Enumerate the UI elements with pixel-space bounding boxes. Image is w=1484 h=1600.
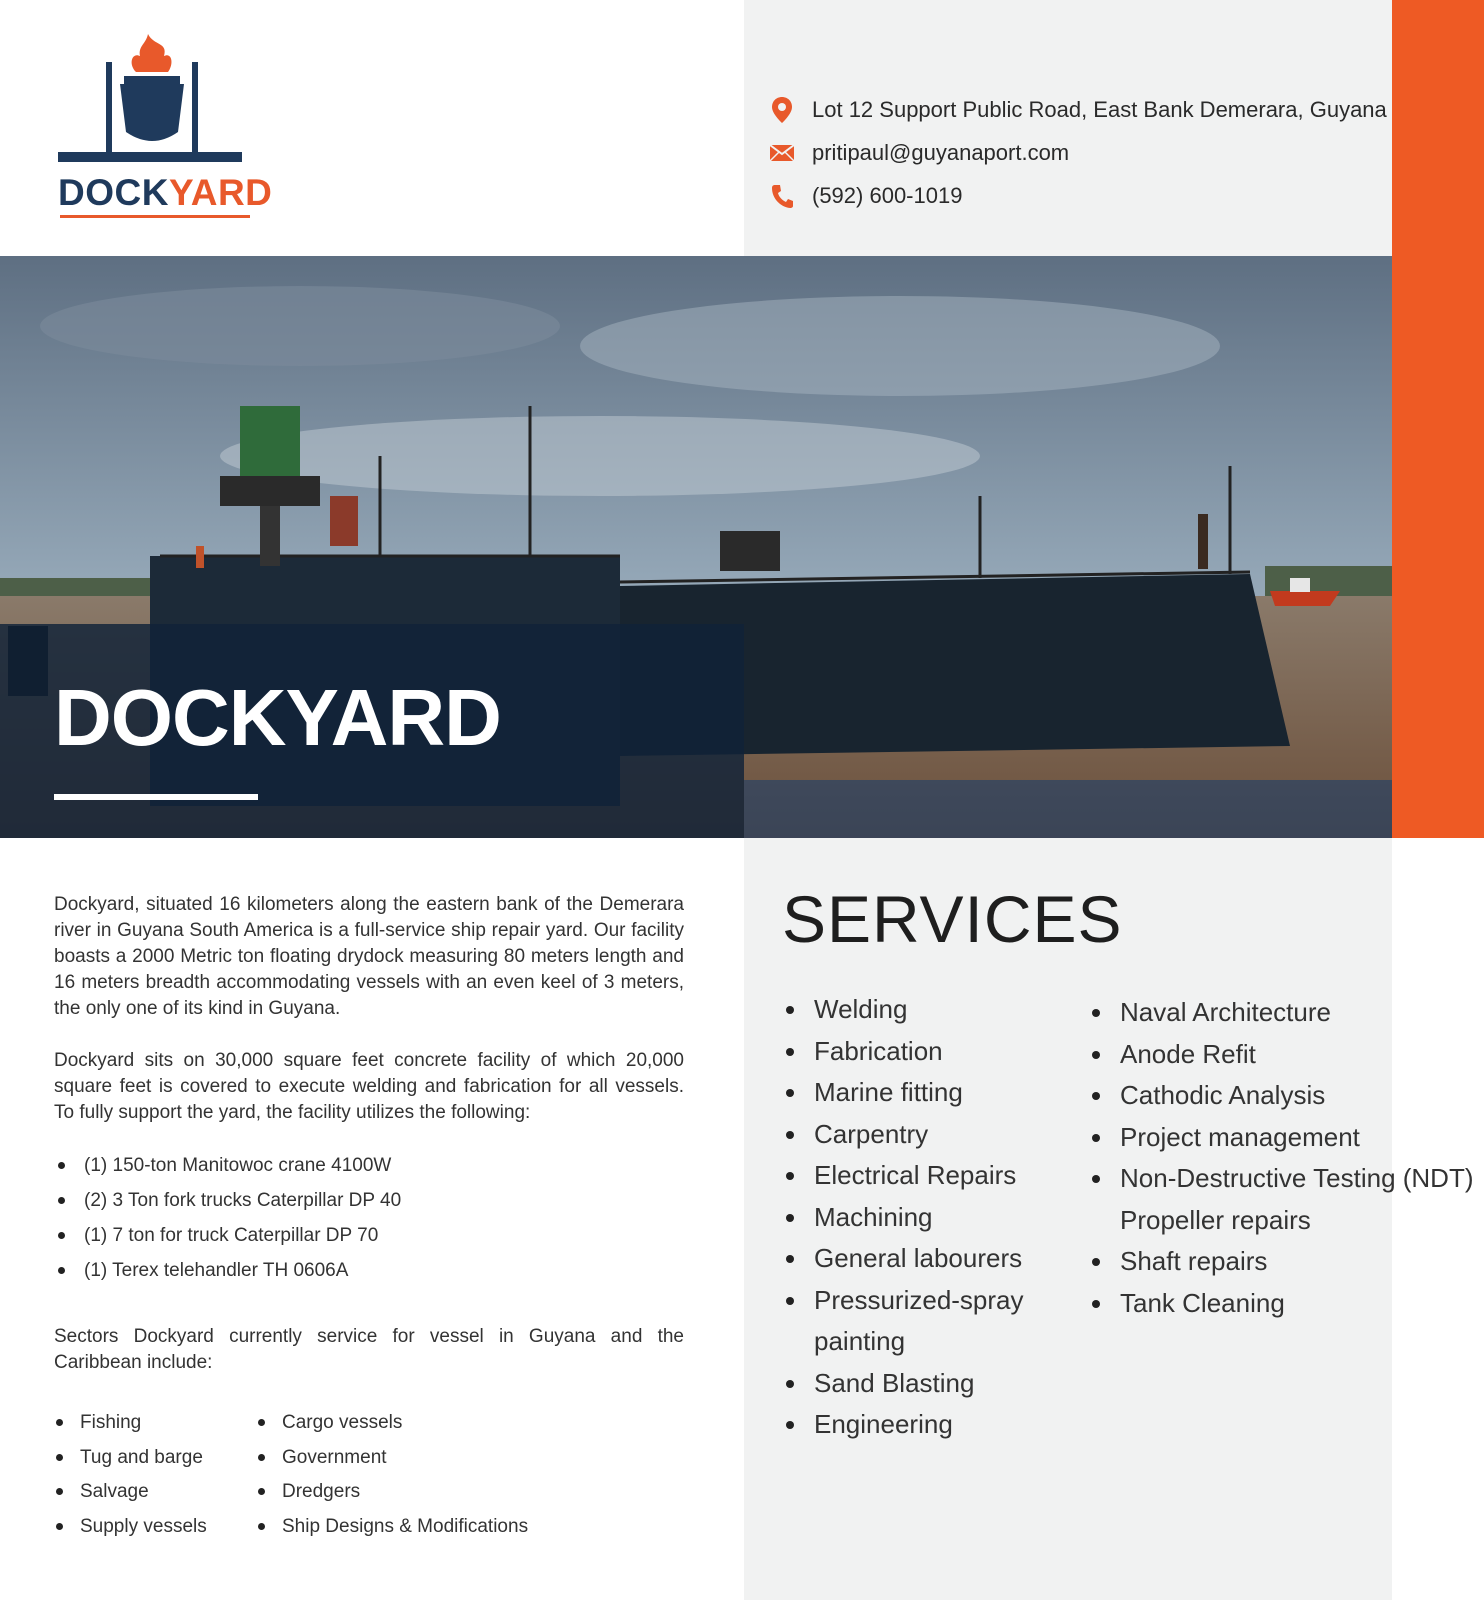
bullet-icon xyxy=(58,1232,65,1239)
bullet-icon xyxy=(786,1214,794,1222)
phone-icon xyxy=(768,182,796,210)
bullet-icon xyxy=(1092,1258,1100,1266)
hero-title-rule xyxy=(54,794,258,800)
email-icon xyxy=(768,139,796,167)
about-section xyxy=(54,892,684,1546)
list-item: Project management xyxy=(1088,1117,1474,1159)
bullet-icon xyxy=(1092,1009,1100,1017)
list-item: Shaft repairs xyxy=(1088,1241,1474,1283)
sectors-column-1 xyxy=(54,1406,207,1544)
list-item: (1) 150-ton Manitowoc crane 4100W xyxy=(54,1148,684,1183)
hero-title: DOCKYARD xyxy=(54,673,501,762)
contact-email[interactable] xyxy=(768,131,1388,174)
sectors-intro: Sectors Dockyard currently service for vessel in Guyana and the Caribbean include: xyxy=(54,1326,684,1373)
list-item: Fishing xyxy=(54,1406,207,1441)
list-item: Naval Architecture xyxy=(1088,992,1474,1034)
services-column-1 xyxy=(782,989,1024,1446)
bullet-icon xyxy=(786,1048,794,1056)
dockyard-logo xyxy=(58,32,273,222)
list-item-continuation: Propeller repairs xyxy=(1120,1204,1311,1235)
bullet-icon xyxy=(786,1006,794,1014)
email-text[interactable]: pritipaul@guyanaport.com xyxy=(812,139,1070,165)
list-item: Salvage xyxy=(54,1475,207,1510)
list-item: General labourers xyxy=(782,1238,1024,1280)
list-item: (2) 3 Ton fork trucks Caterpillar DP 40 xyxy=(54,1183,684,1218)
list-item: Welding xyxy=(782,989,1024,1031)
bullet-icon xyxy=(58,1267,65,1274)
sectors-list xyxy=(54,1406,684,1546)
bullet-icon xyxy=(1092,1051,1100,1059)
accent-bar xyxy=(1392,0,1484,838)
hero-banner xyxy=(0,256,1392,838)
bullet-icon xyxy=(56,1419,63,1426)
bullet-icon xyxy=(786,1089,794,1097)
bullet-icon xyxy=(786,1380,794,1388)
list-item: Tug and barge xyxy=(54,1441,207,1476)
bullet-icon xyxy=(786,1131,794,1139)
list-item: Tank Cleaning xyxy=(1088,1283,1474,1325)
bullet-icon xyxy=(1092,1134,1100,1142)
list-item: (1) 7 ton for truck Caterpillar DP 70 xyxy=(54,1218,684,1253)
equipment-list xyxy=(54,1148,684,1288)
bullet-icon xyxy=(1092,1092,1100,1100)
bullet-icon xyxy=(786,1297,794,1305)
bullet-icon xyxy=(56,1454,63,1461)
list-item: Machining xyxy=(782,1197,1024,1239)
bullet-icon xyxy=(258,1523,265,1530)
bullet-icon xyxy=(258,1488,265,1495)
list-item: Dredgers xyxy=(256,1475,528,1510)
list-item: Government xyxy=(256,1441,528,1476)
list-item: Marine fitting xyxy=(782,1072,1024,1114)
list-item: Cathodic Analysis xyxy=(1088,1075,1474,1117)
bullet-icon xyxy=(56,1488,63,1495)
list-item: Supply vessels xyxy=(54,1510,207,1545)
list-item: Sand Blasting xyxy=(782,1363,1024,1405)
bullet-icon xyxy=(1092,1300,1100,1308)
list-item: (1) Terex telehandler TH 0606A xyxy=(54,1253,684,1288)
list-item: Non-Destructive Testing (NDT) xyxy=(1088,1158,1474,1200)
logo-underline xyxy=(60,215,250,218)
list-item: Fabrication xyxy=(782,1031,1024,1073)
services-title: SERVICES xyxy=(782,882,1123,956)
list-item: Ship Designs & Modifications xyxy=(256,1510,528,1545)
bullet-icon xyxy=(258,1419,265,1426)
contact-phone[interactable] xyxy=(768,174,1388,217)
bullet-icon xyxy=(786,1421,794,1429)
list-item: Engineering xyxy=(782,1404,1024,1446)
list-item: Electrical Repairs xyxy=(782,1155,1024,1197)
location-pin-icon xyxy=(768,96,796,124)
hero-overlay-water xyxy=(744,780,1392,838)
services-column-2 xyxy=(1088,992,1474,1324)
bullet-icon xyxy=(1092,1175,1100,1183)
logo-text-yard: YARD xyxy=(168,172,273,213)
ship-drydock-icon xyxy=(58,32,258,172)
list-item: Cargo vessels xyxy=(256,1406,528,1441)
sectors-column-2 xyxy=(256,1406,528,1544)
list-item-continuation: painting xyxy=(814,1326,906,1356)
list-item: Pressurized-spray xyxy=(782,1280,1024,1322)
address-text: Lot 12 Support Public Road, East Bank Demerara, Guyana xyxy=(812,96,1387,122)
contact-info xyxy=(768,88,1388,217)
bullet-icon xyxy=(56,1523,63,1530)
bullet-icon xyxy=(58,1197,65,1204)
bullet-icon xyxy=(258,1454,265,1461)
bullet-icon xyxy=(58,1162,65,1169)
logo-text-dock: DOCK xyxy=(58,172,169,213)
list-item: Anode Refit xyxy=(1088,1034,1474,1076)
about-paragraph-1: Dockyard, situated 16 kilometers along the eastern bank of the Demerara river in Guyana South America is a full-service ship repair yard. Our facility boasts a 2000 Metric ton floating drydock measuring 80 meters length and 16 meters breadth accommodating vessels with an even keel of 3 meters, the only one of its kind in Guyana. xyxy=(54,894,684,1019)
bullet-icon xyxy=(786,1172,794,1180)
phone-text[interactable]: (592) 600-1019 xyxy=(812,182,963,208)
bullet-icon xyxy=(786,1255,794,1263)
about-paragraph-2: Dockyard sits on 30,000 square feet concrete facility of which 20,000 square feet is covered to execute welding and fabrication for all vessels. To fully support the yard, the facility utilizes the following: xyxy=(54,1050,684,1123)
contact-address xyxy=(768,88,1388,131)
list-item: Carpentry xyxy=(782,1114,1024,1156)
